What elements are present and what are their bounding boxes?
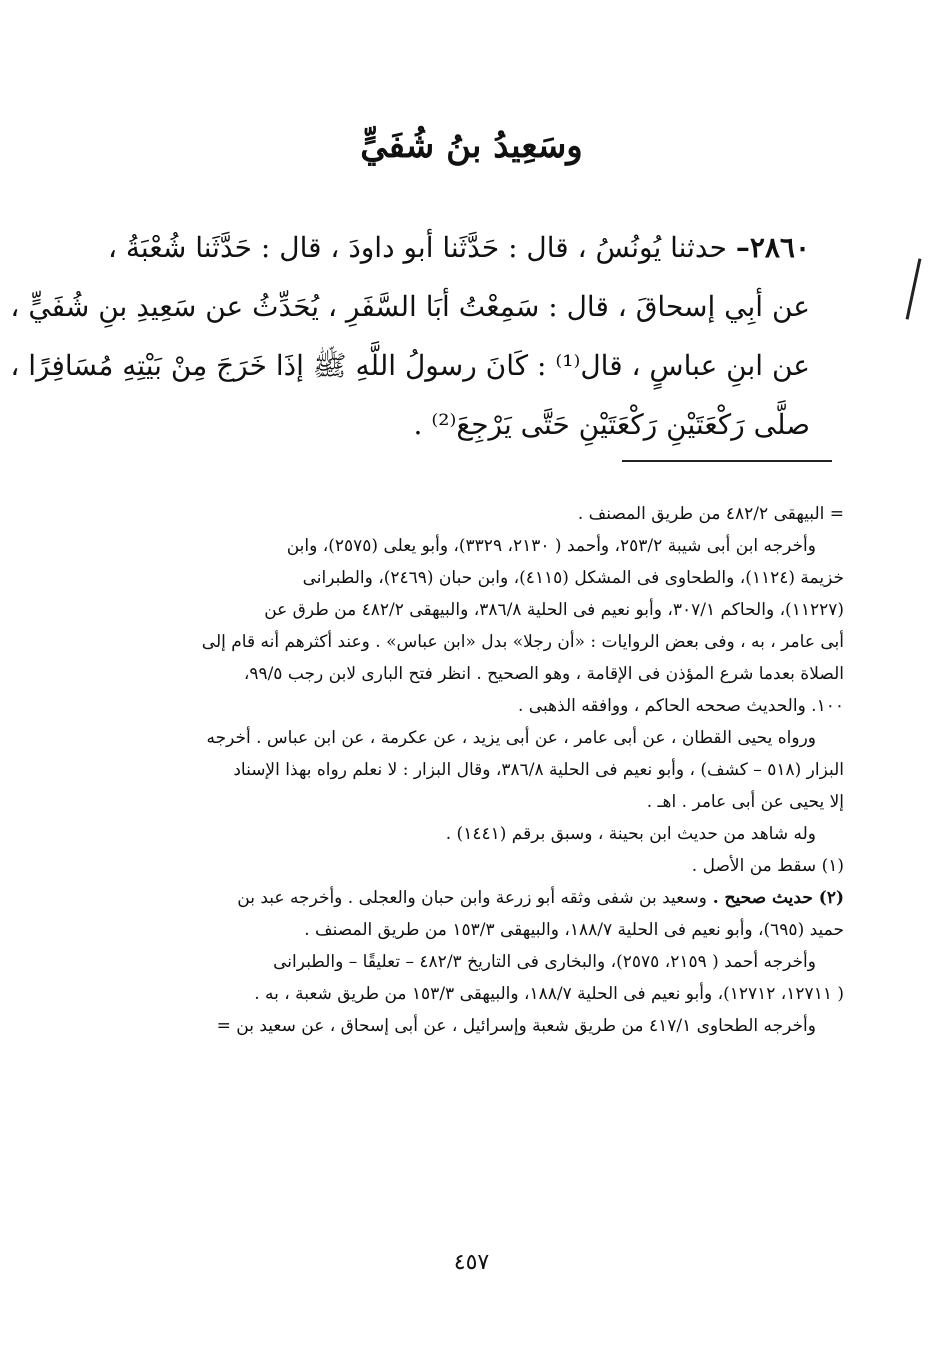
footnote-line: البزار (٥١٨ – كشف) ، وأبو نعيم فى الحلية ٣٨٦/٨، وقال البزار : لا نعلم رواه بهذا الإسناد xyxy=(233,760,844,780)
footnote-grade: (٢) حديث صحيح . xyxy=(706,888,844,908)
footnote-line: وأخرجه ابن أبى شيبة ٢٥٣/٢، وأحمد ( ٢١٣٠، ٣٣٢٩)، وأبو يعلى (٢٥٧٥)، وابن xyxy=(286,536,816,556)
footnotes xyxy=(118,498,844,1042)
footnote-line: ورواه يحيى القطان ، عن أبى عامر ، عن أبى يزيد ، عن عكرمة ، عن ابن عباس . أخرجه xyxy=(206,728,816,748)
footnote-line: أبى عامر ، به ، وفى بعض الروايات : «أن رجلا» بدل «ابن عباس» . وعند أكثرهم أنه قام إلى xyxy=(201,632,844,652)
hadith-number: ٢٨٦٠– xyxy=(735,231,810,264)
footnote-line: ( ١٢٧١١، ١٢٧١٢)، وأبو نعيم فى الحلية ١٨٨/٧، والبيهقى ١٥٣/٣ من طريق شعبة ، به . xyxy=(254,984,844,1004)
footnote-line: وأخرجه أحمد ( ٢١٥٩، ٢٥٧٥)، والبخارى فى التاريخ ٤٨٢/٣ – تعليقًا – والطبرانى xyxy=(273,952,816,972)
footnote-line: (١١٢٢٧)، والحاكم ٣٠٧/١، وأبو نعيم فى الحلية ٣٨٦/٨، والبيهقى ٤٨٢/٢ من طرق عن xyxy=(264,600,844,620)
hadith-line: عن ابنِ عباسٍ ، قال⁽¹⁾ : كَانَ رسولُ اللَّهِ ﷺ إذَا خَرَجَ مِنْ بَيْتِهِ مُسَافِرًا ، xyxy=(10,349,810,382)
page-number: ٤٥٧ xyxy=(453,1250,490,1275)
hadith-text xyxy=(10,218,810,454)
hadith-line: صلَّى رَكْعَتَيْنِ رَكْعَتَيْنِ حَتَّى يَرْجِعَ⁽²⁾ . xyxy=(413,408,810,441)
section-heading: وسَعِيدُ بنُ شُفَيٍّ xyxy=(360,126,583,166)
footnote-line-text: وسعيد بن شفى وثقه أبو زرعة وابن حبان والعجلى . وأخرجه عبد بن xyxy=(237,888,707,908)
footnote-line: وأخرجه الطحاوى ٤١٧/١ من طريق شعبة وإسرائيل ، عن أبى إسحاق ، عن سعيد بن = xyxy=(216,1016,816,1036)
hadith-line: عن أبِي إسحاقَ ، قال : سَمِعْتُ أبَا السَّفَرِ ، يُحَدِّثُ عن سَعِيدِ بنِ شُفَيٍّ ، xyxy=(10,290,810,323)
footnote-line: الصلاة بعدما شرع المؤذن فى الإقامة ، وهو الصحيح . انظر فتح البارى لابن رجب ٩٩/٥، xyxy=(243,664,844,684)
hadith-line xyxy=(107,218,810,277)
footnote-line: ١٠٠. والحديث صححه الحاكم ، ووافقه الذهبى . xyxy=(518,696,844,716)
footnote-line: (١) سقط من الأصل . xyxy=(691,856,844,876)
margin-pen-mark xyxy=(906,258,922,319)
footnote-line xyxy=(118,882,844,914)
footnote-line: خزيمة (١١٢٤)، والطحاوى فى المشكل (٤١١٥)، وابن حبان (٢٤٦٩)، والطبرانى xyxy=(302,568,844,588)
footnote-line: إلا يحيى عن أبى عامر . اهـ . xyxy=(646,792,844,812)
footnote-line: وله شاهد من حديث ابن بحينة ، وسبق برقم (١٤٤١) . xyxy=(445,824,816,844)
hadith-line-text: حدثنا يُونُسُ ، قال : حَدَّثَنا أبو داودَ ، قال : حَدَّثَنا شُعْبَةُ ، xyxy=(107,231,727,264)
footnote-line: = البيهقى ٤٨٢/٢ من طريق المصنف . xyxy=(577,504,844,524)
footnote-line: حميد (٦٩٥)، وأبو نعيم فى الحلية ١٨٨/٧، والبيهقى ١٥٣/٣ من طريق المصنف . xyxy=(304,920,844,940)
footnote-divider xyxy=(622,460,832,462)
